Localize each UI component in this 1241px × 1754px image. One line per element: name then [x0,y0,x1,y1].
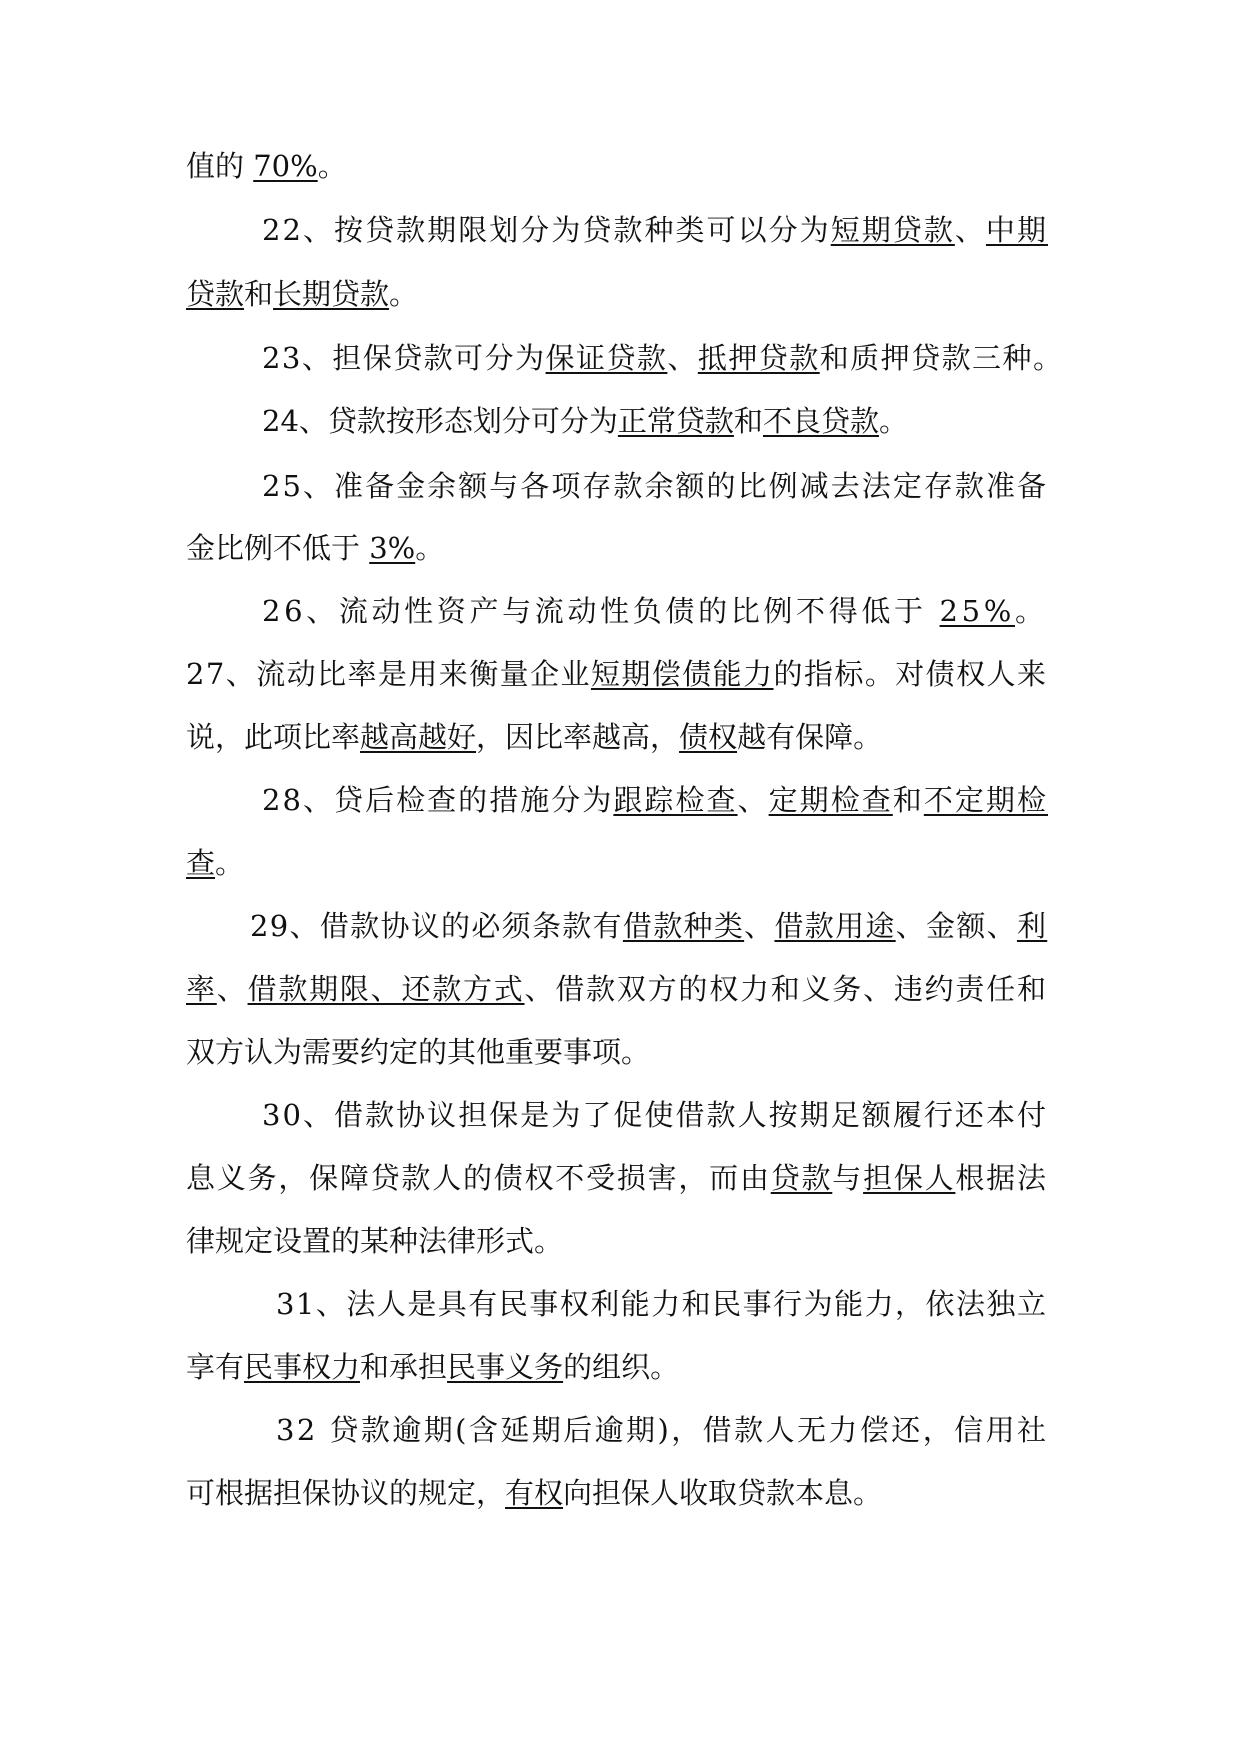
text-segment: 。 [389,277,419,311]
underlined-answer: 跟踪检查 [613,783,738,817]
text-segment: 29、借款协议的必须条款有 [250,909,623,943]
text-segment: 、 [954,213,986,247]
underlined-answer: 率 [186,972,217,1006]
text-line [262,593,1048,629]
text-segment: 、金额、 [895,909,1017,943]
text-segment: 和 [733,404,763,438]
text-segment: 律规定设置的某种法律形式。 [186,1224,564,1258]
underlined-answer: 不定期检 [923,783,1048,817]
text-line [186,656,1047,692]
text-segment: 。 [878,404,908,438]
text-segment: ，因比率越高， [476,720,680,754]
text-segment: 和质押贷款三种。 [819,341,1064,375]
text-segment: 、 [744,909,775,943]
text-segment: 金比例不低于 [186,531,370,565]
text-line [186,1349,679,1385]
text-segment: 越有保障。 [737,720,883,754]
underlined-answer: 70% [253,149,318,183]
text-line [262,403,908,439]
text-segment: 32 贷款逾期(含延期后逾期)，借款人无力偿还，信用社 [276,1413,1049,1447]
text-segment: 的指标。对债权人来 [773,657,1048,691]
text-line [186,719,882,755]
underlined-answer: 有权 [505,1476,564,1510]
text-segment: 、 [216,972,248,1006]
text-segment: 。 [1014,594,1048,628]
text-segment: 和 [892,783,924,817]
underlined-answer: 中期 [985,213,1049,247]
underlined-answer: 正常贷款 [617,404,734,438]
text-segment: 24、贷款按形态划分可分为 [262,404,618,438]
underlined-answer: 越高越好 [360,720,477,754]
text-line [186,148,347,184]
underlined-answer: 抵押贷款 [697,341,820,375]
underlined-answer: 担保人 [863,1161,956,1195]
text-segment: 向担保人收取贷款本息。 [563,1476,883,1510]
text-segment: 、借款双方的权力和义务、违约责任和 [524,972,1048,1006]
text-line [262,340,1063,376]
text-line [262,468,1048,504]
underlined-answer: 查 [186,846,216,880]
text-line [186,1223,563,1259]
text-segment: 22、按贷款期限划分为贷款种类可以分为 [262,213,831,247]
text-line [186,276,418,312]
text-segment: 值的 [186,149,254,183]
underlined-answer: 25% [939,594,1015,628]
text-segment: 。 [215,846,245,880]
text-segment: 30、借款协议担保是为了促使借款人按期足额履行还本付 [262,1098,1049,1132]
text-segment: 。 [415,531,445,565]
text-segment: 的组织。 [563,1350,680,1384]
underlined-answer: 贷款 [770,1161,833,1195]
text-segment: 双方认为需要约定的其他重要事项。 [186,1035,651,1069]
text-line [262,212,1048,248]
underlined-answer: 利 [1016,909,1048,943]
text-segment: 说，此项比率 [186,720,361,754]
underlined-answer: 短期偿债能力 [590,657,774,691]
text-segment: 和承担 [360,1350,448,1384]
text-segment: 27、流动比率是用来衡量企业 [186,657,591,691]
underlined-answer: 借款期限、还款方式 [247,972,525,1006]
text-line [186,971,1048,1007]
text-line [186,845,244,881]
text-line [250,908,1047,944]
text-line [186,1160,1048,1196]
underlined-answer: 借款种类 [622,909,745,943]
text-segment: 息义务，保障贷款人的债权不受损害，而由 [186,1161,771,1195]
underlined-answer: 贷款 [186,277,245,311]
text-line [276,1412,1048,1448]
text-segment: 和 [244,277,274,311]
underlined-answer: 借款用途 [774,909,896,943]
text-line [262,782,1048,818]
text-segment: 23、担保贷款可分为 [262,341,546,375]
underlined-answer: 民事义务 [447,1350,564,1384]
underlined-answer: 不良贷款 [762,404,879,438]
text-line [262,1097,1048,1133]
text-segment: 26、流动性资产与流动性负债的比例不得低于 [262,594,940,628]
text-segment: 31、法人是具有民事权利能力和民事行为能力，依法独立 [276,1287,1048,1321]
text-segment: 25、准备金余额与各项存款余额的比例减去法定存款准备 [262,469,1049,503]
text-segment: 、 [667,341,698,375]
text-line [276,1286,1047,1322]
text-segment: 28、贷后检查的措施分为 [262,783,614,817]
underlined-answer: 3% [369,531,416,565]
text-line [186,1475,882,1511]
text-line [186,1034,650,1070]
text-segment: 。 [317,149,347,183]
underlined-answer: 短期贷款 [830,213,955,247]
underlined-answer: 债权 [679,720,738,754]
underlined-answer: 民事权力 [244,1350,361,1384]
text-line [186,530,444,566]
underlined-answer: 定期检查 [768,783,893,817]
text-segment: 享有 [186,1350,245,1384]
text-segment: 可根据担保协议的规定， [186,1476,506,1510]
underlined-answer: 长期贷款 [273,277,390,311]
text-segment: 与 [832,1161,864,1195]
text-segment: 根据法 [955,1161,1048,1195]
text-segment: 、 [737,783,769,817]
underlined-answer: 保证贷款 [545,341,668,375]
